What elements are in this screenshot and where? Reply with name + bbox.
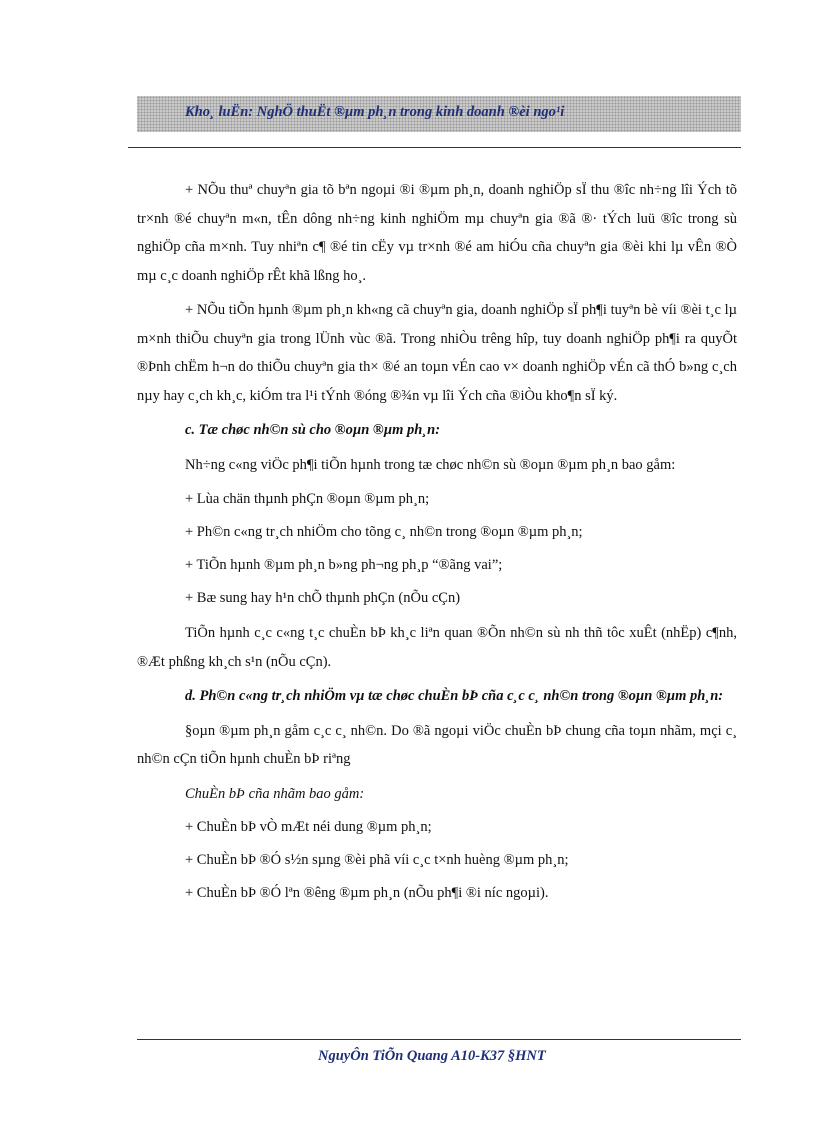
sub-heading-team-preparation: ChuÈn bÞ cña nhãm bao gåm: — [185, 785, 365, 802]
paragraph-tasks-intro: Nh÷ng c«ng viÖc ph¶i tiÕn hµnh trong tæ chøc nh©n sù ®oµn ®µm ph¸n bao gåm: — [185, 456, 676, 473]
paragraph-team-members: §oµn ®µm ph¸n gåm c¸c c¸ nh©n. Do ®ã ngoµi viÖc chuÈn bÞ chung cña toµn nhãm, mçi c¸ nh©n cÇn tiÕn hµnh chuÈn bÞ riªng — [137, 722, 737, 767]
list-item: + Bæ sung hay h¹n chÕ thµnh phÇn (nÕu cÇn) — [185, 590, 461, 606]
section-heading-d: d. Ph©n c«ng tr¸ch nhiÖm vµ tæ chøc chuÈn bÞ cña c¸c c¸ nh©n trong ®oµn ®µm ph¸n: — [185, 688, 724, 704]
header-divider — [128, 147, 741, 148]
paragraph-other-preparations: TiÕn hµnh c¸c c«ng t¸c chuÈn bÞ kh¸c liªn quan ®Õn nh©n sù nh thñ tôc xuÊt (nhËp) c¶nh, ®Æt phßng kh¸ch s¹n (nÕu cÇn). — [137, 625, 737, 670]
paragraph-no-expert: + NÕu tiÕn hµnh ®µm ph¸n kh«ng cã chuyªn gia, doanh nghiÖp sÏ ph¶i tuyªn bè víi ®èi t¸c lµ m×nh thiÕu chuyªn gia trong lÜnh vùc ®ã. Trong nhiÒu trêng hîp, tuy doanh nghiÖp ph¶i ra quyÕt ®Þnh chËm h¬n do thiÕu chuyªn gia th× ®é an toµn vÉn cao v× doanh nghiÖp vÉn cã thÓ b»ng c¸ch nµy hay c¸ch kh¸c, kiÓm tra l¹i tÝnh ®óng ®¾n vµ lîi Ých cña ®iÒu kho¶n sÏ ký. — [137, 302, 737, 404]
list-item: + ChuÈn bÞ vÒ mÆt néi dung ®µm ph¸n; — [185, 818, 432, 835]
footer-author: NguyÔn TiÕn Quang A10-K37 §HNT — [318, 1048, 546, 1064]
section-heading-c: c. Tæ chøc nh©n sù cho ®oµn ®µm ph¸n: — [185, 422, 441, 438]
list-item: + Lùa chän thµnh phÇn ®oµn ®µm ph¸n; — [185, 491, 430, 507]
list-item: + ChuÈn bÞ ®Ó s½n sµng ®èi phã víi c¸c t×nh huèng ®µm ph¸n; — [185, 851, 569, 868]
list-item: + ChuÈn bÞ ®Ó lªn ®êng ®µm ph¸n (nÕu ph¶i ®i níc ngoµi). — [185, 884, 549, 901]
footer-divider — [137, 1039, 741, 1040]
document-body — [137, 176, 737, 910]
paragraph-external-expert: + NÕu thuª chuyªn gia tõ bªn ngoµi ®i ®µm ph¸n, doanh nghiÖp sÏ thu ®îc nh÷ng lîi Ých tõ tr×nh ®é chuyªn m«n, tÊn dông nh÷ng kinh nghiÖm mµ chuyªn gia ®ã ®· tÝch luü ®îc trong sù nghiÖp cña m×nh. Tuy nhiªn c¶ ®é tin cËy vµ tr×nh ®é am hiÓu cña chuyªn gia ®èi khi lµ vÊn ®Ò mµ c¸c doanh nghiÖp rÊt khã lßng ho¸. — [137, 182, 737, 284]
list-item: + Ph©n c«ng tr¸ch nhiÖm cho tõng c¸ nh©n trong ®oµn ®µm ph¸n; — [185, 524, 583, 540]
list-item: + TiÕn hµnh ®µm ph¸n b»ng ph¬ng ph¸p “®ãng vai”; — [185, 557, 503, 573]
page-header-title: Kho¸ luËn: NghÖ thuËt ®µm ph¸n trong kinh doanh ®èi ngo¹i — [185, 104, 565, 120]
